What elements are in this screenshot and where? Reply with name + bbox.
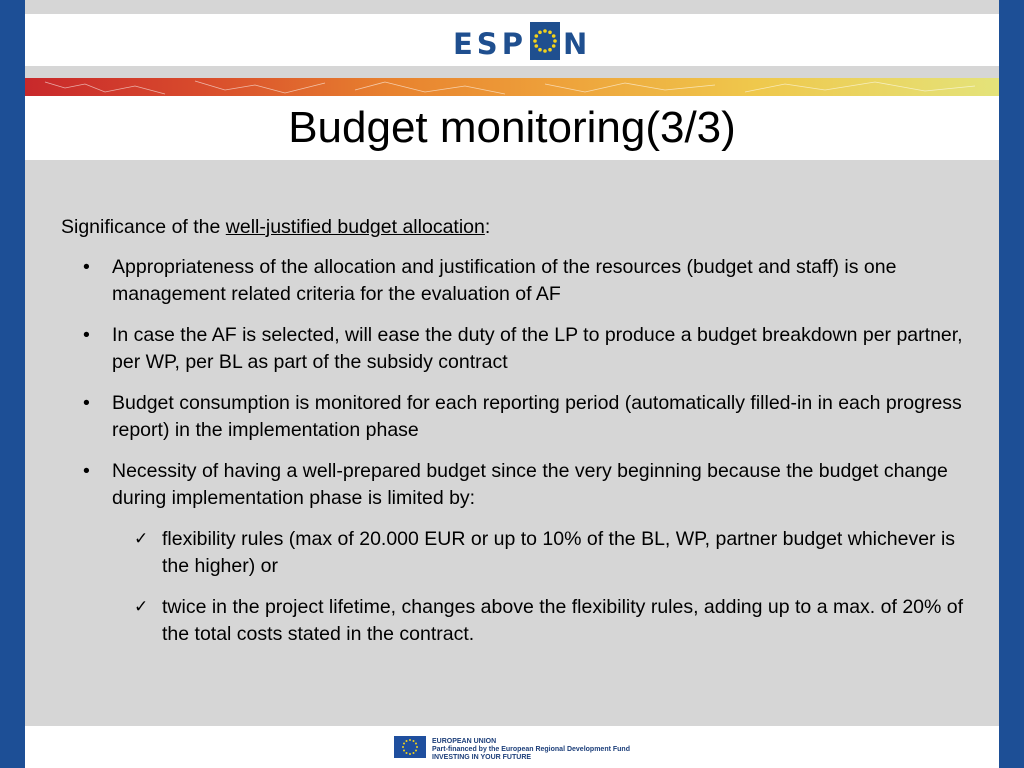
check-text: twice in the project lifetime, changes above the flexibility rules, adding up to a max. of 20% of the total costs stated in the contract. xyxy=(162,596,964,645)
lead-paragraph xyxy=(61,214,971,241)
title-band xyxy=(25,96,999,160)
bullet-item: • In case the AF is selected, will ease the duty of the LP to produce a budget breakdown per partner, per WP, per BL as part of the subsidy contract xyxy=(61,322,971,376)
logo-text-right: N xyxy=(562,27,592,61)
espon-logo xyxy=(453,24,591,64)
check-item xyxy=(112,526,971,580)
eu-line-2: Part-financed by the European Regional Development Fund xyxy=(432,745,630,753)
footer-band xyxy=(25,726,999,768)
eu-text xyxy=(432,738,630,762)
lead-prefix: Significance of the xyxy=(61,216,226,238)
check-text: flexibility rules (max of 20.000 EUR or up to 10% of the BL, WP, partner budget whichever is the higher) or xyxy=(162,528,956,577)
eu-funding-badge xyxy=(394,736,630,763)
checkmark-icon: ✓ xyxy=(134,529,149,549)
slide-title: Budget monitoring(3/3) xyxy=(288,103,736,152)
bullet-text: Necessity of having a well-prepared budget since the very beginning because the budget change during implementation phase is limited by: xyxy=(112,460,948,509)
logo-band xyxy=(25,14,999,66)
eu-flag-icon xyxy=(394,736,426,763)
eu-stars-circle-icon xyxy=(530,22,560,67)
bullet-item: • Appropriateness of the allocation and justification of the resources (budget and staff) is one management related criteria for the evaluation of AF xyxy=(61,254,971,308)
logo-text-left: ESP xyxy=(453,27,527,61)
eu-line-1: EUROPEAN UNION xyxy=(432,737,497,745)
slide-content xyxy=(61,214,971,662)
slide xyxy=(25,0,999,768)
lead-underlined: well-justified budget allocation xyxy=(225,216,485,238)
check-item xyxy=(112,594,971,648)
bullet-item: • Budget consumption is monitored for each reporting period (automatically filled-in in each progress report) in the implementation phase xyxy=(61,390,971,444)
checkmark-icon: ✓ xyxy=(134,597,149,617)
lead-suffix: : xyxy=(484,216,491,238)
map-strip xyxy=(25,78,999,98)
bullet-item-with-sublist xyxy=(61,458,971,648)
eu-line-3: INVESTING IN YOUR FUTURE xyxy=(432,753,532,761)
check-list xyxy=(112,526,971,648)
bullet-list xyxy=(61,254,971,648)
